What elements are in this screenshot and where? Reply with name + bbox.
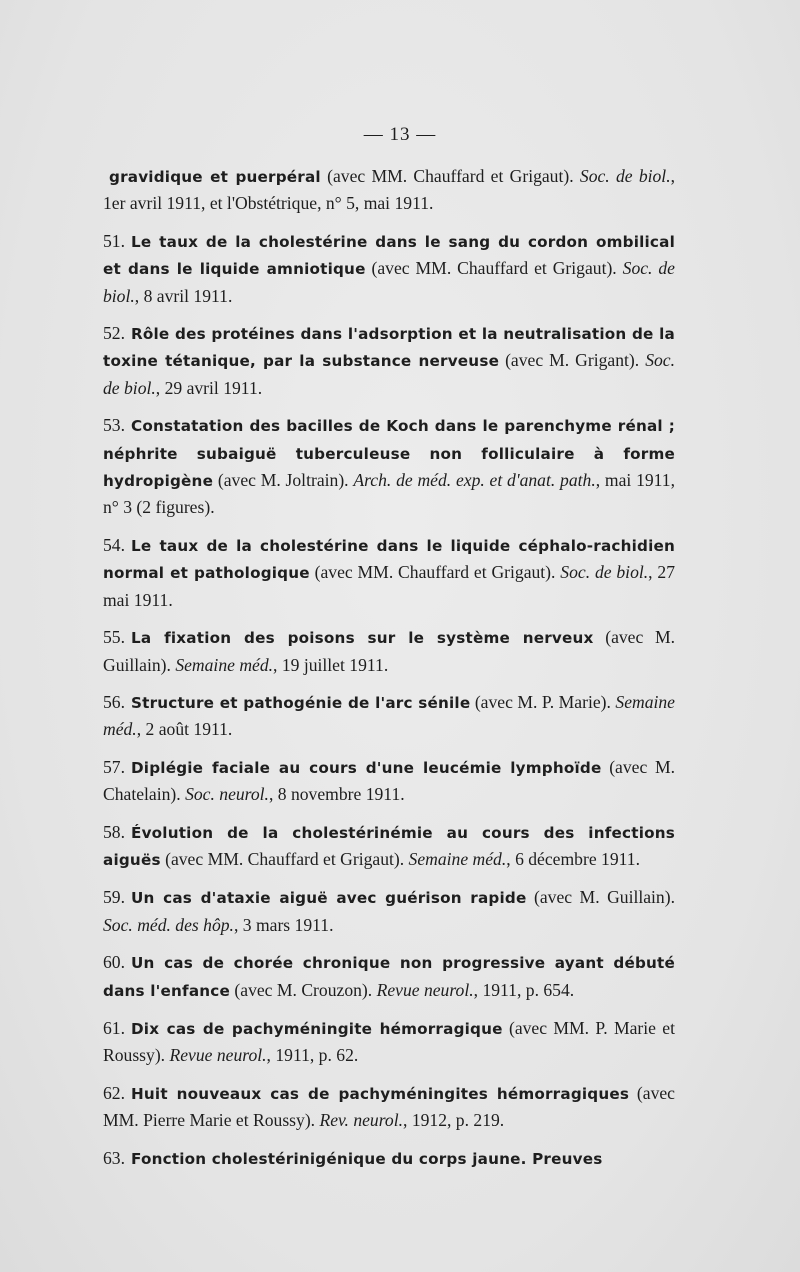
entry-authors: (avec M. Chatelain).	[103, 756, 676, 805]
bibliography-entry	[103, 532, 675, 613]
bibliography-entry	[103, 689, 675, 743]
bibliography-list	[103, 163, 675, 1183]
entry-authors: (avec MM. Chauffard et Grigaut).	[320, 166, 580, 186]
entry-authors: (avec MM. P. Marie et Roussy).	[103, 1017, 675, 1066]
bibliography-entry	[103, 1145, 675, 1172]
bibliography-entry	[103, 884, 675, 938]
entry-date: , 1er avril 1911, et l'Obstétrique, n° 5, mai 1911.	[103, 166, 675, 214]
entry-date: , 19 juillet 1911.	[273, 654, 389, 675]
entry-title: Rôle des protéines dans l'adsorption et la neutralisation de la toxine tétanique, par la substance nerveuse	[103, 325, 675, 371]
entry-authors: (avec M. P. Marie).	[470, 691, 616, 712]
entry-journal: Soc. de biol.	[579, 166, 671, 186]
entry-authors: (avec MM. Pierre Marie et Roussy).	[103, 1082, 675, 1131]
entry-title: Un cas d'ataxie aiguë avec guérison rapide	[131, 889, 527, 908]
entry-date: , mai 1911, n° 3 (2 figures).	[103, 470, 676, 518]
entry-number: 61.	[103, 1017, 125, 1038]
entry-authors: (avec M. Crouzon).	[230, 979, 377, 1000]
entry-date: , 2 août 1911.	[136, 719, 233, 740]
entry-journal: Soc. de biol.	[103, 258, 675, 306]
entry-number: 63.	[103, 1147, 125, 1168]
entry-number: 57.	[103, 756, 125, 777]
entry-journal: Soc. de biol.	[560, 562, 649, 583]
entry-number: 51.	[103, 230, 125, 251]
bibliography-entry	[103, 1015, 675, 1069]
entry-number: 62.	[103, 1082, 125, 1103]
entry-number: 59.	[103, 887, 125, 908]
entry-title: Huit nouveaux cas de pachyméningites hémorragiques	[131, 1084, 630, 1103]
bibliography-entry	[103, 412, 675, 521]
entry-date: , 29 avril 1911.	[155, 377, 263, 398]
entry-authors: (avec MM. Chauffard et Grigaut).	[309, 562, 561, 583]
entry-journal: Revue neurol.	[169, 1045, 267, 1066]
entry-journal: Semaine méd.	[175, 654, 274, 675]
entry-authors: (avec MM. Chauffard et Grigaut).	[365, 258, 623, 279]
entry-authors: (avec M. Joltrain).	[213, 470, 354, 491]
entry-journal: Rev. neurol.	[319, 1110, 404, 1131]
entry-title: Un cas de chorée chronique non progressive ayant débuté dans l'enfance	[103, 954, 675, 1000]
entry-authors: (avec M. Guillain).	[103, 627, 675, 675]
entry-date: , 1911, p. 62.	[266, 1045, 359, 1066]
page-number: — 13 —	[363, 124, 437, 145]
entry-title: Le taux de la cholestérine dans le liquide céphalo-rachidien normal et pathologique	[103, 536, 675, 583]
entry-title: Constatation des bacilles de Koch dans le parenchyme rénal ; néphrite subaiguë tuberculeuse non folliculaire à forme hydropigène	[103, 417, 675, 491]
entry-title: La fixation des poisons sur le système nerveux	[131, 629, 594, 648]
entry-number: 58.	[103, 821, 125, 842]
entry-authors: (avec M. Grigant).	[499, 350, 646, 371]
entry-journal: Soc. méd. des hôp.	[103, 914, 234, 935]
entry-number: 55.	[103, 627, 125, 648]
entry-journal: Revue neurol.	[376, 979, 474, 1000]
entry-title: Évolution de la cholestérinémie au cours des infections aiguës	[103, 823, 675, 869]
bibliography-entry	[103, 228, 675, 309]
entry-number: 56.	[103, 691, 125, 712]
entry-number: 54.	[103, 534, 125, 555]
entry-number: 60.	[103, 952, 125, 973]
bibliography-entry	[103, 754, 675, 808]
entry-date: , 8 avril 1911.	[134, 285, 233, 306]
entry-date: , 6 décembre 1911.	[506, 848, 640, 869]
bibliography-entry	[103, 819, 675, 874]
entry-journal: Semaine méd.	[408, 848, 507, 869]
entry-journal: Soc. neurol.	[185, 784, 269, 805]
entry-journal: Semaine méd.	[103, 691, 675, 740]
entry-title: Diplégie faciale au cours d'une leucémie lymphoïde	[131, 758, 602, 777]
entry-title: Le taux de la cholestérine dans le sang du cordon ombilical et dans le liquide amniotique	[103, 232, 675, 279]
entry-journal: Arch. de méd. exp. et d'anat. path.	[353, 470, 596, 491]
entry-number: 52.	[103, 323, 125, 344]
entry-number: 53.	[103, 415, 125, 436]
entry-authors: (avec M. Guillain).	[526, 887, 675, 908]
entry-date: , 3 mars 1911.	[233, 914, 334, 935]
entry-journal: Soc. de biol.	[103, 350, 675, 398]
entry-title: Structure et pathogénie de l'arc sénile	[131, 693, 471, 712]
entry-date: , 8 novembre 1911.	[268, 784, 405, 805]
bibliography-entry	[103, 320, 675, 401]
bibliography-entry	[103, 949, 675, 1004]
entry-title: Dix cas de pachyméningite hémorragique	[131, 1019, 503, 1038]
entry-authors: (avec MM. Chauffard et Grigaut).	[160, 848, 409, 869]
entry-title: Fonction cholestérinigénique du corps jaune. Preuves	[131, 1149, 603, 1168]
bibliography-entry	[103, 624, 675, 678]
entry-date: , 27 mai 1911.	[103, 562, 675, 610]
entry-date: , 1911, p. 654.	[473, 979, 575, 1000]
entry-title: gravidique et puerpéral	[109, 168, 321, 186]
entry-date: , 1912, p. 219.	[403, 1110, 505, 1131]
bibliography-entry	[103, 163, 675, 217]
bibliography-entry	[103, 1080, 675, 1134]
